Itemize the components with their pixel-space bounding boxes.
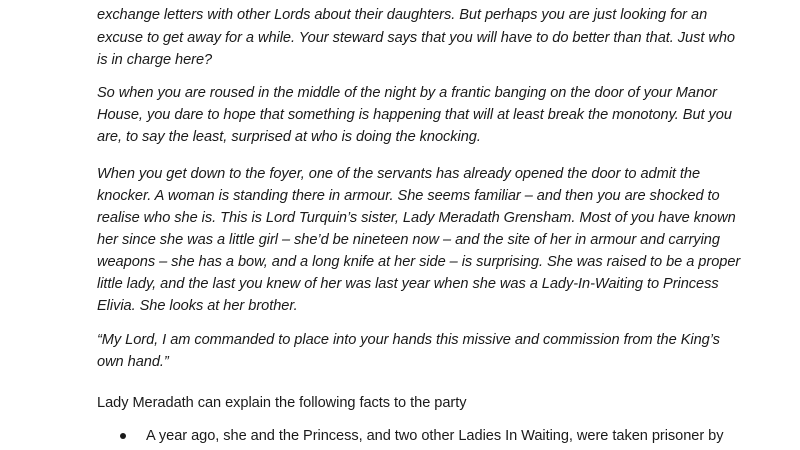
text-line: When you get down to the foyer, one of the servants has already opened the door to admit the xyxy=(97,166,701,182)
text-line: exchange letters with other Lords about their daughters. But perhaps you are just looking for an xyxy=(97,7,708,23)
text-line: realise who she is. This is Lord Turquin’s sister, Lady Meradath Grensham. Most of you have known xyxy=(97,210,736,226)
text-line: Lady Meradath can explain the following facts to the party xyxy=(97,395,467,411)
bullet-marker xyxy=(120,433,126,439)
text-line: weapons – she has a bow, and a long knife at her side – is surprising. She was raised to be a proper xyxy=(97,254,741,270)
text-line: knocker. A woman is standing there in armour. She seems familiar – and then you are shocked to xyxy=(97,188,720,204)
text-line: her since she was a little girl – she’d be nineteen now – and the site of her in armour and carrying xyxy=(97,232,720,248)
text-line: is in charge here? xyxy=(97,52,213,68)
text-line: little lady, and the last you knew of her was last year when she was a Lady-In-Waiting to Princess xyxy=(97,276,719,292)
text-line: “My Lord, I am commanded to place into your hands this missive and commission from the King’s xyxy=(97,332,720,348)
text-line: are, to say the least, surprised at who is doing the knocking. xyxy=(97,129,481,145)
text-line: excuse to get away for a while. Your steward says that you will have to do better than that. Just who xyxy=(97,30,735,46)
text-line: Elivia. She looks at her brother. xyxy=(97,298,298,314)
text-line: House, you dare to hope that something is happening that will at least break the monotony. But you xyxy=(97,107,732,123)
bullet-item: A year ago, she and the Princess, and two other Ladies In Waiting, were taken prisoner by xyxy=(146,428,724,444)
text-line: So when you are roused in the middle of the night by a frantic banging on the door of your Manor xyxy=(97,85,717,101)
text-line: own hand.” xyxy=(97,354,169,370)
